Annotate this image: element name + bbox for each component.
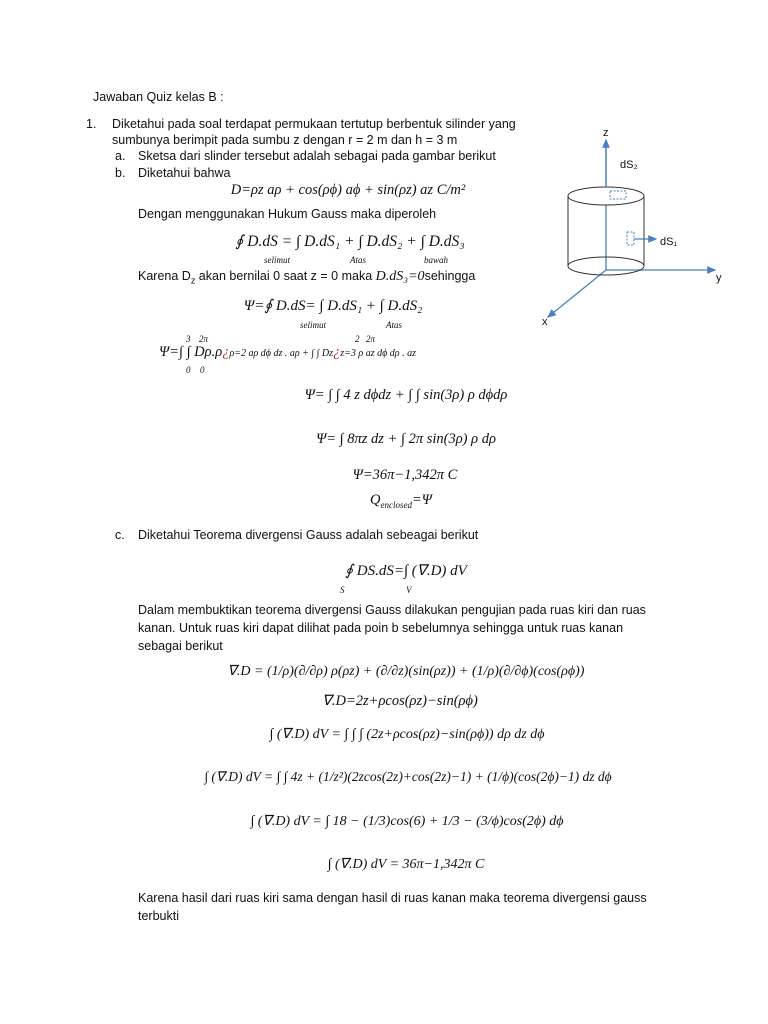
- item-b-text: Diketahui bahwa: [138, 166, 231, 180]
- item-c-label: c.: [115, 528, 125, 542]
- subscript-s: S: [340, 585, 345, 595]
- item-c-text: Diketahui Teorema divergensi Gauss adalah sebeagai berikut: [138, 528, 479, 542]
- q1-line2: sumbunya berimpit pada sumbu z dengan r = 2 m dan h = 3 m: [112, 133, 458, 147]
- label-x: x: [542, 316, 548, 328]
- equation-psi-5: Ψ=36π−1,342π C: [352, 467, 458, 483]
- equation-divergence: ∮ DS.dS=∫ (∇.D) dV: [345, 563, 467, 579]
- equation-nabla-6: ∫ (∇.D) dV = 36π−1,342π C: [327, 857, 485, 872]
- equation-psi-4: Ψ= ∫ 8πz dz + ∫ 2π sin(3ρ) ρ dρ: [316, 431, 496, 447]
- equation-nabla-5: ∫ (∇.D) dV = ∫ 18 − (1/3)cos(6) + 1/3 − (3/ϕ)cos(2ϕ) dϕ: [250, 814, 564, 829]
- equation-gauss-law: ∮ D.dS = ∫ D.dS₁ + ∫ D.dS₂ + ∫ D.dS₃: [235, 233, 465, 250]
- item-a-text: Sketsa dari slinder tersebut adalah sebagai pada gambar berikut: [138, 149, 496, 163]
- label-y: y: [716, 272, 722, 284]
- cylinder-figure: [530, 120, 740, 335]
- equation-nabla-3: ∫ (∇.D) dV = ∫ ∫ ∫ (2z+ρcos(ρz)−sin(ρϕ)) dρ dz dϕ: [269, 727, 545, 742]
- equation-nabla-4: ∫ (∇.D) dV = ∫ ∫ 4z + (1/z²)(2zcos(2z)+cos(2z)−1) + (1/ϕ)(cos(2ϕ)−1) dz dϕ: [204, 769, 612, 784]
- ds1-patch: [627, 232, 634, 245]
- limit-upper-2pi: 2π: [199, 334, 209, 344]
- subscript-bawah: bawah: [424, 255, 449, 265]
- limit-upper-3: 3: [186, 334, 191, 344]
- q1-number: 1.: [86, 117, 97, 131]
- subscript-v: V: [406, 585, 412, 595]
- subscript-selimut: selimut: [264, 255, 290, 265]
- karena-eq: D.dS₃=0: [375, 269, 425, 284]
- psi2-part-b: ρ=2 aρ dϕ dz . aρ + ∫ ∫ Dz: [229, 348, 334, 359]
- limit-upper-2pi-b: 2π: [366, 334, 376, 344]
- q1-line1: Diketahui pada soal terdapat permukaan tertutup berbentuk silinder yang: [112, 117, 516, 131]
- equation-psi-1: Ψ=∮ D.dS= ∫ D.dS₁ + ∫ D.dS₂: [243, 298, 423, 314]
- page-title: Jawaban Quiz kelas B :: [93, 90, 224, 104]
- karena-text: [138, 268, 475, 289]
- subscript-atas-2: Atas: [386, 320, 403, 330]
- equation-nabla-2: ∇.D=2z+ρcos(ρz)−sin(ρϕ): [322, 693, 478, 709]
- psi2-part-a: Ψ=∫ ∫ Dρ.ρ: [159, 344, 223, 360]
- karena-post: sehingga: [424, 269, 476, 283]
- equation-nabla-1: ∇.D = (1/ρ)(∂/∂ρ) ρ(ρz) + (∂/∂z)(sin(ρz)) + (1/ρ)(∂/∂ϕ)(cos(ρϕ)): [227, 664, 585, 679]
- subscript-selimut-2: selimut: [300, 320, 326, 330]
- label-ds2: dS₂: [620, 159, 638, 171]
- item-b-label: b.: [115, 166, 126, 180]
- conclusion-line2: terbukti: [138, 909, 179, 923]
- subscript-atas: Atas: [350, 255, 367, 265]
- q-symbol: Q: [370, 492, 381, 508]
- psi2-part-c: z=3 ρ az dϕ dρ . az: [340, 348, 416, 359]
- limit-upper-2: 2: [355, 334, 360, 344]
- karena-mid: akan bernilai 0 saat z = 0 maka: [195, 269, 376, 283]
- equation-q-enclosed: [370, 491, 432, 514]
- equation-psi-3: Ψ= ∫ ∫ 4 z dϕdz + ∫ ∫ sin(3ρ) ρ dϕdρ: [304, 387, 508, 403]
- label-ds1: dS₁: [660, 236, 678, 248]
- para-line3: sebagai berikut: [138, 639, 223, 653]
- para-line1: Dalam membuktikan teorema divergensi Gauss dilakukan pengujian pada ruas kiri dan ruas: [138, 603, 646, 617]
- psi2-red-char-2: ¿: [333, 344, 341, 360]
- q-subscript: enclosed: [380, 499, 412, 510]
- equation-d-field: D=ρz aρ + cos(ρϕ) aϕ + sin(ρz) az C/m²: [230, 182, 466, 198]
- karena-sub: z: [190, 275, 196, 286]
- psi2-red-char-1: ¿: [222, 344, 230, 360]
- x-axis: [548, 270, 606, 317]
- item-a-label: a.: [115, 149, 126, 163]
- gauss-law-text: Dengan menggunakan Hukum Gauss maka diperoleh: [138, 207, 437, 221]
- cylinder-top: [568, 187, 644, 205]
- limit-lower-0: 0: [186, 365, 191, 375]
- equation-psi-2: [159, 343, 416, 363]
- karena-pre: Karena D: [138, 269, 191, 283]
- label-z: z: [603, 127, 609, 139]
- limit-lower-0b: 0: [200, 365, 205, 375]
- para-line2: kanan. Untuk ruas kiri dapat dilihat pada poin b sebelumnya sehingga untuk ruas kanan: [138, 621, 624, 635]
- q-rest: =Ψ: [411, 492, 432, 508]
- conclusion-line1: Karena hasil dari ruas kiri sama dengan hasil di ruas kanan maka teorema divergensi gauss: [138, 891, 647, 905]
